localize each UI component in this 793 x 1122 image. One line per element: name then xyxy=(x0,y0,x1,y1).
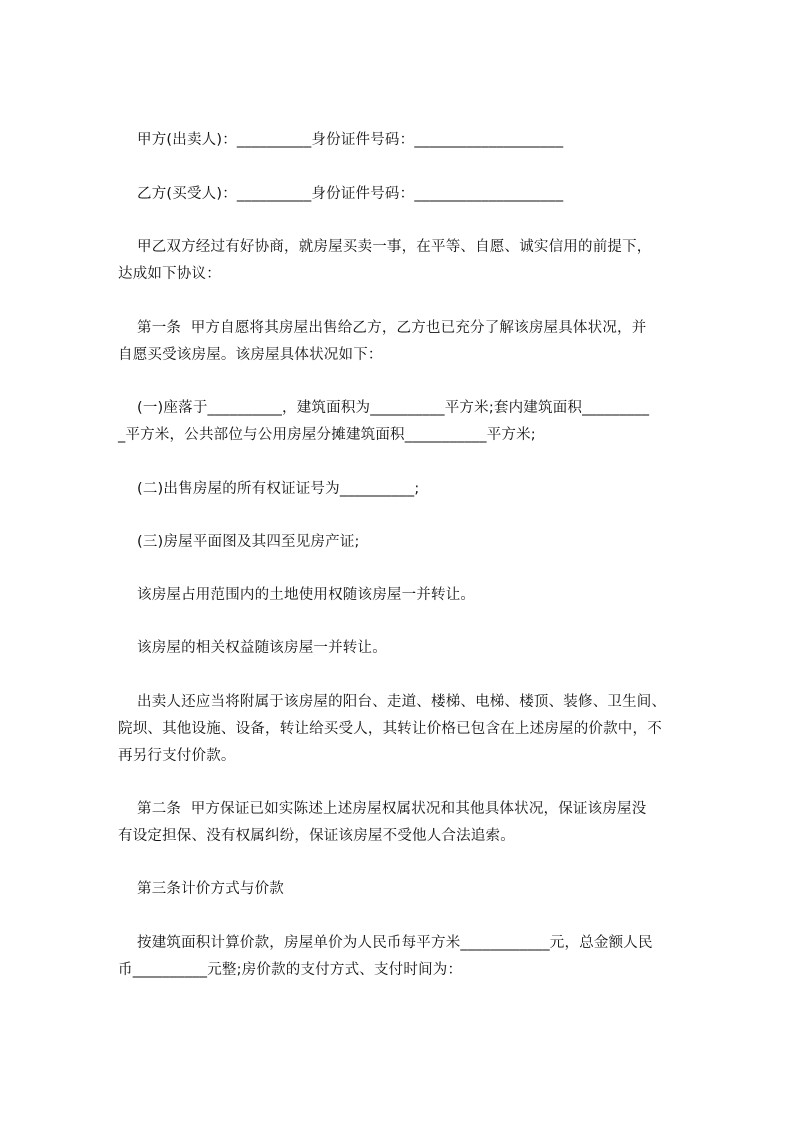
article-2-line-1: 第二条 甲方保证已如实陈述上述房屋权属状况和其他具体状况，保证该房屋没 xyxy=(137,801,647,817)
appurtenance-line-2: 院坝、其他设施、设备，转让给买受人，其转让价格已包含在上述房屋的价款中，不 xyxy=(118,721,662,737)
article-2-line-2: 有设定担保、没有权属纠纷，保证该房屋不受他人合法追索。 xyxy=(118,828,515,844)
article-1-line-2: 自愿买受该房屋。该房屋具体状况如下： xyxy=(118,347,383,363)
article-1-line-1: 第一条 甲方自愿将其房屋出售给乙方，乙方也已充分了解该房屋具体状况，并 xyxy=(137,320,647,336)
party-a-line: 甲方(出卖人)：__________身份证件号码：____________________ xyxy=(137,132,564,148)
appurtenance-line-1: 出卖人还应当将附属于该房屋的阳台、走道、楼梯、电梯、楼顶、装修、卫生间、 xyxy=(137,694,667,710)
party-b-line: 乙方(买受人)：__________身份证件号码：____________________ xyxy=(137,186,564,202)
preamble-line-1: 甲乙双方经过有好协商，就房屋买卖一事，在平等、自愿、诚实信用的前提下， xyxy=(137,239,652,255)
land-use-line: 该房屋占用范围内的土地使用权随该房屋一并转让。 xyxy=(137,587,476,603)
rights-line: 该房屋的相关权益随该房屋一并转让。 xyxy=(137,640,387,656)
item-1-line-2: _平方米，公共部位与公用房屋分摊建筑面积___________平方米; xyxy=(118,427,536,443)
appurtenance-line-3: 再另行支付价款。 xyxy=(118,748,236,764)
price-line-2: 币__________元整;房价款的支付方式、支付时间为： xyxy=(118,962,463,978)
article-3-heading: 第三条计价方式与价款 xyxy=(137,881,284,897)
item-3-line: (三)房屋平面图及其四至见房产证; xyxy=(137,534,360,550)
item-2-line: (二)出售房屋的所有权证证号为__________; xyxy=(137,481,420,497)
preamble-line-2: 达成如下协议： xyxy=(118,266,221,282)
price-line-1: 按建筑面积计算价款，房屋单价为人民币每平方米____________元，总金额人民 xyxy=(137,935,653,951)
item-1-line-1: (一)座落于__________，建筑面积为__________平方米;套内建筑面积_________ xyxy=(137,400,650,416)
